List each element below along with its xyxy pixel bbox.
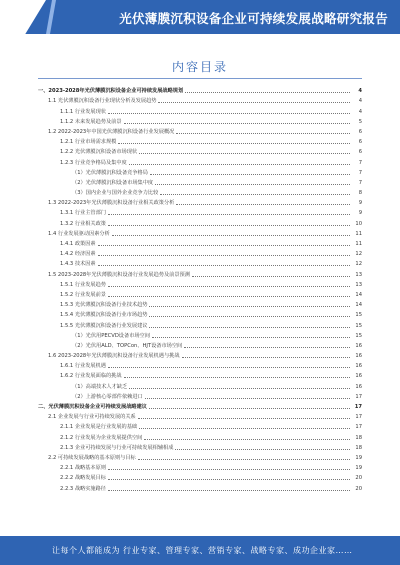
page-header: [0, 0, 400, 34]
toc-leader-dots: [108, 225, 350, 226]
toc-entry[interactable]: [38, 390, 362, 400]
toc-page-number: 15: [355, 332, 362, 339]
toc-page-number: 11: [355, 230, 362, 237]
toc-entry-text: 1.4 行业发展驱动因素分析: [48, 230, 110, 237]
toc-entry[interactable]: [38, 461, 362, 471]
toc-entry-text: 1.5 2023-2028年光伏薄膜沉积设备行业发展趋势及前景预测: [48, 271, 190, 278]
report-title: 光伏薄膜沉积设备企业可持续发展战略研究报告: [119, 11, 388, 26]
toc-page-number: 18: [355, 444, 362, 451]
toc-page-number: 13: [355, 281, 362, 288]
toc-page-number: 19: [355, 454, 362, 461]
toc-leader-dots: [158, 102, 350, 103]
toc-page-number: 14: [355, 302, 362, 309]
toc-leader-dots: [150, 174, 350, 175]
toc-page-number: 8: [358, 190, 362, 197]
toc-entry-text: 二、光伏薄膜沉积设备企业可持续发展战略建议: [38, 404, 147, 410]
toc-entry-text: 1.3 2022-2023年光伏薄膜沉积设备行业相关政策分析: [48, 200, 175, 207]
toc-leader-dots: [108, 296, 350, 297]
toc-entry[interactable]: [38, 237, 362, 247]
toc-leader-dots: [124, 123, 350, 124]
toc-leader-dots: [108, 113, 350, 114]
toc-page-number: 16: [355, 383, 362, 390]
toc-entry-text: 1.6.1 行业发展机遇: [60, 363, 106, 370]
toc-page-number: 17: [355, 414, 362, 421]
toc-leader-dots: [182, 357, 350, 358]
toc-entry[interactable]: [38, 94, 362, 104]
toc-leader-dots: [149, 306, 350, 307]
toc-leader-dots: [108, 490, 350, 491]
toc-leader-dots: [175, 449, 350, 450]
toc-entry[interactable]: [38, 379, 362, 389]
toc-entry[interactable]: [38, 115, 362, 125]
toc-entry-text: 2.1 企业发展与行业可持续发展的关系: [48, 414, 136, 421]
toc-entry[interactable]: [38, 451, 362, 461]
toc-entry[interactable]: [38, 186, 362, 196]
toc-entry-text: 1.3.1 行业主管部门: [60, 210, 106, 217]
toc-entry[interactable]: [38, 349, 362, 359]
toc-entry[interactable]: [38, 441, 362, 451]
toc-leader-dots: [152, 337, 350, 338]
toc-page-number: 5: [358, 118, 362, 125]
toc-divider: [38, 78, 362, 79]
toc-leader-dots: [98, 245, 350, 246]
toc-entry-text: 1.4.2 经济因素: [60, 251, 96, 258]
toc-entry[interactable]: [38, 267, 362, 277]
toc-entry-text: 一、2023-2028年光伏薄膜沉积设备企业可持续发展战略规划: [38, 88, 184, 95]
toc-page-number: 11: [355, 241, 362, 247]
toc-entry-text: 1.2.1 行业市场需求规模: [60, 139, 117, 146]
toc-leader-dots: [129, 164, 350, 165]
toc-entry[interactable]: [38, 430, 362, 440]
toc-entry[interactable]: [38, 196, 362, 206]
toc-entry[interactable]: [38, 471, 362, 481]
toc-entry[interactable]: [38, 206, 362, 216]
toc-entry-text: 1.6.2 行业发展面临的挑战: [60, 373, 122, 380]
toc-entry[interactable]: [38, 359, 362, 369]
toc-leader-dots: [184, 347, 350, 348]
toc-entry[interactable]: [38, 166, 362, 176]
toc-entry-text: 1.1 光伏薄膜沉积设备行业现状分析及发展趋势: [48, 98, 157, 105]
toc-entry-text: 1.5.2 行业发展前景: [60, 291, 106, 298]
toc-page-number: 15: [355, 312, 362, 319]
toc-entry[interactable]: [38, 308, 362, 318]
toc-entry[interactable]: [38, 318, 362, 328]
toc-entry-text: 2.1.1 企业发展是行业发展的基础: [60, 424, 138, 431]
toc-entry-text: 1.4.1 政策因素: [60, 241, 96, 247]
toc-page-number: 6: [358, 128, 362, 135]
toc-page-number: 9: [358, 200, 362, 207]
toc-leader-dots: [138, 418, 350, 419]
page-footer: [0, 536, 400, 565]
toc-page-number: 14: [355, 291, 362, 298]
toc-page-number: 7: [358, 159, 362, 166]
toc-entry[interactable]: [38, 216, 362, 226]
toc-leader-dots: [112, 235, 350, 236]
toc-entry-text: （1）光伏用PECVD设备市场空间: [72, 332, 150, 339]
toc-leader-dots: [108, 469, 350, 470]
toc-leader-dots: [176, 133, 350, 134]
toc-entry-text: 1.2.2 光伏薄膜沉积设备市场现状: [60, 149, 138, 156]
toc-leader-dots: [124, 377, 350, 378]
toc-leader-dots: [144, 439, 350, 440]
toc-page-number: 17: [355, 424, 362, 431]
toc-entry[interactable]: [38, 176, 362, 186]
toc-entry[interactable]: [38, 84, 362, 94]
toc-entry[interactable]: [38, 257, 362, 267]
toc-entry-text: 1.4.3 技术因素: [60, 261, 96, 268]
toc-page-number: 16: [355, 353, 362, 360]
toc-entry[interactable]: [38, 227, 362, 237]
toc-page-number: 12: [355, 251, 362, 258]
toc-entry-text: 2.2.2 战略发展目标: [60, 475, 106, 482]
toc-page-number: 16: [355, 373, 362, 380]
toc-entry[interactable]: [38, 420, 362, 430]
toc-entry[interactable]: [38, 135, 362, 145]
toc-entry[interactable]: [38, 329, 362, 339]
toc-leader-dots: [98, 255, 350, 256]
toc-entry-text: （1）高端技术人才缺乏: [72, 383, 128, 390]
toc-entry-text: （2）光伏用ALD、TOPCon、HJT设备市场空间: [72, 342, 183, 349]
toc-entry[interactable]: [38, 278, 362, 288]
toc-entry-text: 1.5.3 光伏薄膜沉积设备行业技术趋势: [60, 302, 148, 309]
toc-entry-text: （2）上游核心零部件依赖进口: [72, 393, 143, 400]
toc-entry[interactable]: [38, 298, 362, 308]
toc-leader-dots: [176, 204, 350, 205]
toc-entry[interactable]: [38, 410, 362, 420]
toc-entry[interactable]: [38, 400, 362, 410]
toc-page-number: 6: [358, 139, 362, 146]
toc-leader-dots: [149, 316, 350, 317]
toc-entry-text: （3）国内企业与国外企业竞争力比较: [72, 190, 159, 197]
toc-leader-dots: [138, 459, 350, 460]
toc-leader-dots: [108, 214, 350, 215]
toc-page-number: 17: [355, 393, 362, 400]
toc-leader-dots: [108, 286, 350, 287]
toc-page-number: 4: [358, 108, 362, 115]
toc-leader-dots: [108, 479, 350, 480]
table-of-contents: [38, 84, 362, 492]
toc-leader-dots: [149, 408, 350, 409]
toc-heading: 内容目录: [171, 60, 228, 74]
toc-page-number: 20: [355, 485, 362, 492]
toc-entry-text: 1.1.2 未来发展趋势及前景: [60, 118, 122, 125]
toc-entry[interactable]: [38, 125, 362, 135]
toc-entry[interactable]: [38, 369, 362, 379]
toc-leader-dots: [149, 327, 350, 328]
toc-entry[interactable]: [38, 339, 362, 349]
toc-page-number: 4: [358, 98, 362, 105]
toc-leader-dots: [145, 398, 350, 399]
toc-leader-dots: [185, 92, 350, 93]
toc-entry-text: 1.2 2022-2023年中国光伏薄膜沉积设备行业发展概况: [48, 128, 175, 135]
toc-leader-dots: [160, 194, 350, 195]
toc-page-number: 12: [355, 261, 362, 268]
toc-page-number: 4: [358, 88, 362, 95]
toc-page-number: 10: [355, 220, 362, 227]
toc-entry[interactable]: [38, 104, 362, 114]
toc-page-number: 18: [355, 434, 362, 441]
toc-entry-text: 1.2.3 行业竞争格局及集中度: [60, 159, 127, 166]
toc-leader-dots: [155, 184, 350, 185]
toc-leader-dots: [118, 143, 350, 144]
toc-entry-text: 1.1.1 行业发展现状: [60, 108, 106, 115]
toc-entry-text: 2.2 可持续发展战略的基本原则与目标: [48, 454, 136, 461]
toc-entry[interactable]: [38, 155, 362, 165]
toc-entry-text: 1.3.2 行业相关政策: [60, 220, 106, 227]
toc-page-number: 9: [358, 210, 362, 217]
toc-entry-text: （2）光伏薄膜沉积设备市场集中度: [72, 179, 154, 186]
toc-leader-dots: [98, 265, 350, 266]
toc-entry-text: （1）光伏薄膜沉积设备竞争格局: [72, 169, 148, 176]
toc-entry[interactable]: [38, 481, 362, 491]
toc-leader-dots: [192, 276, 350, 277]
toc-leader-dots: [129, 388, 350, 389]
toc-page-number: 17: [354, 404, 362, 410]
toc-page-number: 16: [355, 363, 362, 370]
toc-page-number: 16: [355, 342, 362, 349]
toc-entry-text: 2.2.3 战略实施路径: [60, 485, 106, 492]
toc-entry-text: 2.1.2 行业发展为企业发展提供空间: [60, 434, 143, 441]
toc-leader-dots: [139, 428, 350, 429]
toc-entry-text: 1.5.1 行业发展趋势: [60, 281, 106, 288]
toc-page-number: 15: [355, 322, 362, 329]
toc-entry[interactable]: [38, 288, 362, 298]
toc-entry-text: 1.5.4 光伏薄膜沉积设备行业市场趋势: [60, 312, 148, 319]
footer-slogan: 让每个人都能成为 行业专家、管理专家、营销专家、战略专家、成功企业家……: [52, 546, 353, 555]
toc-entry[interactable]: [38, 145, 362, 155]
toc-entry-text: 2.2.1 战略基本原则: [60, 465, 106, 472]
toc-entry-text: 1.5.5 光伏薄膜沉积设备行业发展建议: [60, 322, 148, 329]
toc-entry-text: 1.6 2023-2028年光伏薄膜沉积设备行业发展机遇与挑战: [48, 353, 180, 360]
toc-entry[interactable]: [38, 247, 362, 257]
toc-page-number: 6: [358, 149, 362, 156]
toc-page-number: 7: [358, 179, 362, 186]
toc-entry-text: 2.1.3 企业可持续发展与行业可持续发展相辅相成: [60, 444, 174, 451]
toc-page-number: 7: [358, 169, 362, 176]
toc-page-number: 13: [355, 271, 362, 278]
toc-leader-dots: [108, 367, 350, 368]
toc-page-number: 19: [355, 465, 362, 472]
toc-leader-dots: [139, 153, 350, 154]
toc-page-number: 20: [355, 475, 362, 482]
